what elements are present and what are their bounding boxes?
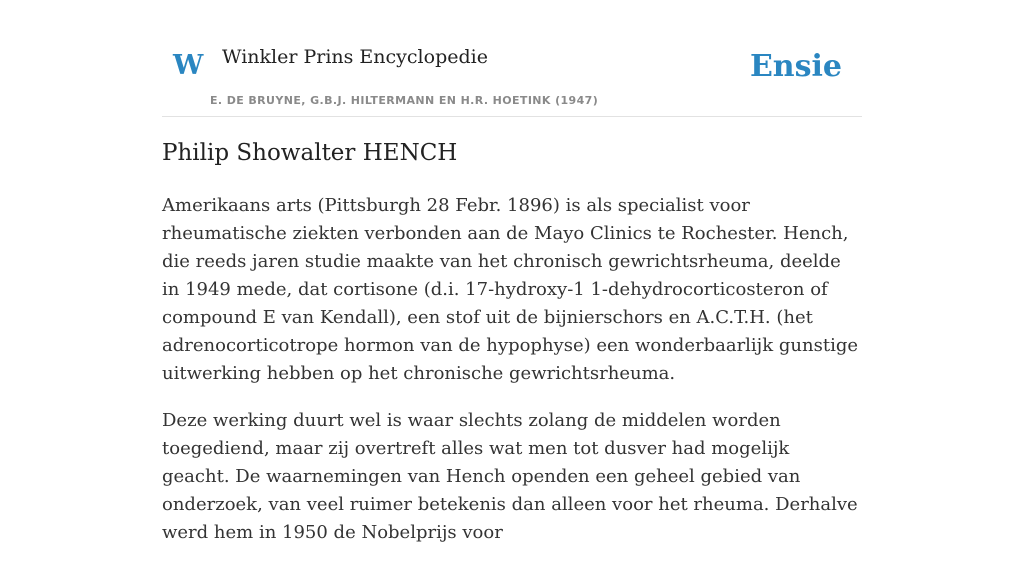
publication-authors: E. DE BRUYNE, G.B.J. HILTERMANN EN H.R. HOETINK (1947) [210, 94, 599, 107]
brand-logo[interactable]: Ensie [749, 49, 842, 84]
article-paragraph: Amerikaans arts (Pittsburgh 28 Febr. 1896) is als specialist voor rheumatische ziekten verbonden aan de Mayo Clinics te Rochester. Hench, die reeds jaren studie maakte van het chronisch gewrichtsrheuma, deelde in 1949 mede, dat cortisone (d.i. 17-hydroxy-1 1-dehydrocorticosteron of compound E van Kendall), een stof uit de bijnierschors en A.C.T.H. (het adrenocorticotrope hormon van de hypophyse) een wonderbaarlijk gunstige uitwerking hebben op het chronische gewrichtsrheuma. [162, 195, 859, 384]
article-body [162, 192, 862, 566]
header [162, 0, 862, 117]
publication-title[interactable]: Winkler Prins Encyclopedie [222, 46, 488, 68]
article-paragraph: Deze werking duurt wel is waar slechts zolang de middelen worden toegediend, maar zij overtreft alles wat men tot dusver had mogelijk geacht. De waarnemingen van Hench openden een geheel gebied van onderzoek, van veel ruimer betekenis dan alleen voor het rheuma. Derhalve werd hem in 1950 de Nobelprijs voor [162, 410, 858, 543]
article-title: Philip Showalter HENCH [162, 140, 458, 166]
publication-logo[interactable]: W [173, 50, 204, 81]
